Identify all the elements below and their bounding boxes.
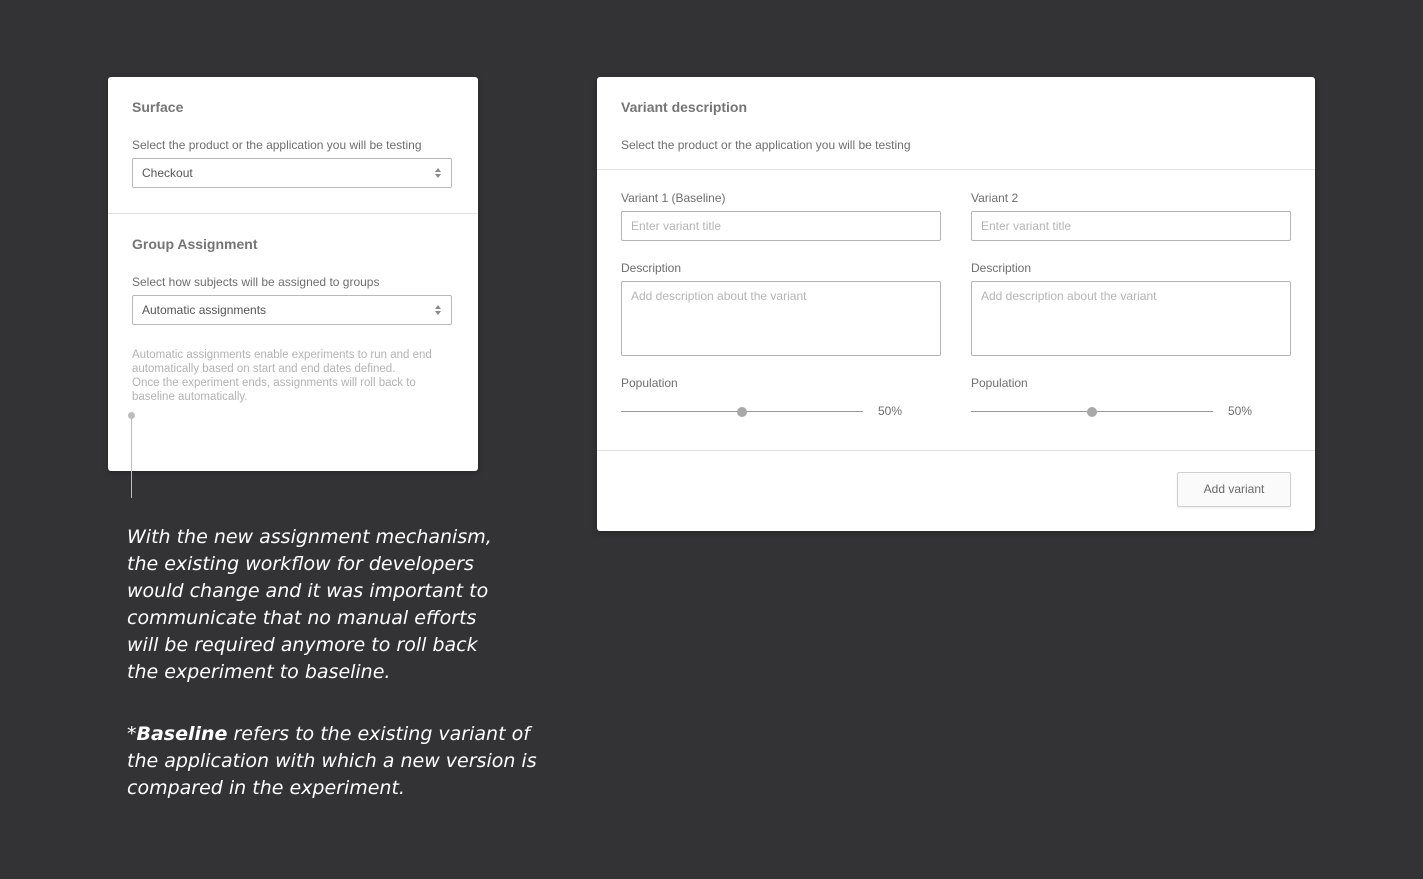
variant-1-population-slider[interactable] (621, 405, 863, 419)
variant-1-title-input[interactable] (621, 211, 941, 241)
annotation-connector-dot (128, 412, 135, 419)
group-assignment-label: Select how subjects will be assigned to groups (132, 275, 380, 289)
annotation-text (127, 524, 492, 686)
footer-divider (597, 450, 1315, 451)
variant-2-description-textarea[interactable] (971, 281, 1291, 356)
variant-2-population-label: Population (971, 376, 1028, 390)
annotation-line: would change and it was important to (127, 580, 489, 602)
footnote-rest: refers to the existing variant of (227, 723, 530, 745)
annotation-line: With the new assignment mechanism, (127, 526, 492, 548)
helper-line: Once the experiment ends, assignments will roll back to (132, 377, 416, 389)
variant-2-title-input[interactable] (971, 211, 1291, 241)
footnote-line (127, 721, 537, 748)
variant-1-population-label: Population (621, 376, 678, 390)
helper-line: baseline automatically. (132, 391, 248, 403)
section-divider (108, 213, 478, 214)
footnote-asterisk: * (127, 723, 137, 745)
helper-line: automatically based on start and end dates defined. (132, 363, 396, 375)
footnote-line: the application with which a new version is (127, 750, 537, 772)
variant-1-description-placeholder: Add description about the variant (631, 289, 807, 303)
header-divider (597, 169, 1315, 170)
surface-select-value: Checkout (142, 166, 193, 180)
surface-title: Surface (132, 99, 184, 115)
group-assignment-helper-text (132, 348, 462, 404)
annotation-line: communicate that no manual efforts (127, 607, 477, 629)
variant-2-title-label: Variant 2 (971, 191, 1019, 205)
variant-1-description-textarea[interactable] (621, 281, 941, 356)
variant-1-title-label: Variant 1 (Baseline) (621, 191, 726, 205)
variant-1-population-value: 50% (878, 404, 903, 418)
select-arrows-icon (435, 304, 441, 316)
variant-2-population-value: 50% (1228, 404, 1253, 418)
annotation-line: the experiment to baseline. (127, 661, 391, 683)
group-assignment-title: Group Assignment (132, 236, 258, 252)
group-assignment-select[interactable] (132, 295, 452, 325)
select-arrows-icon (435, 167, 441, 179)
annotation-connector-line (131, 416, 132, 498)
surface-card (108, 77, 478, 471)
surface-select[interactable] (132, 158, 452, 188)
group-assignment-select-value: Automatic assignments (142, 303, 267, 317)
annotation-line: the existing workflow for developers (127, 553, 474, 575)
variant-2-description-placeholder: Add description about the variant (981, 289, 1157, 303)
variant-2-population-slider[interactable] (971, 405, 1213, 419)
variant-description-subtitle: Select the product or the application you will be testing (621, 138, 911, 152)
variant-description-title: Variant description (621, 99, 748, 115)
variant-2-title-placeholder: Enter variant title (981, 219, 1072, 233)
variant-description-card (597, 77, 1315, 531)
variant-2-description-label: Description (971, 261, 1032, 275)
surface-label: Select the product or the application you will be testing (132, 138, 422, 152)
variant-1-description-label: Description (621, 261, 682, 275)
variant-1-title-placeholder: Enter variant title (631, 219, 722, 233)
footnote-line: compared in the experiment. (127, 777, 405, 799)
baseline-footnote (127, 721, 537, 802)
footnote-term: Baseline (136, 723, 228, 745)
annotation-line: will be required anymore to roll back (127, 634, 478, 656)
helper-line: Automatic assignments enable experiments to run and end (132, 349, 432, 361)
slider-thumb[interactable] (737, 407, 747, 417)
add-variant-button[interactable]: Add variant (1177, 472, 1291, 507)
slider-thumb[interactable] (1087, 407, 1097, 417)
